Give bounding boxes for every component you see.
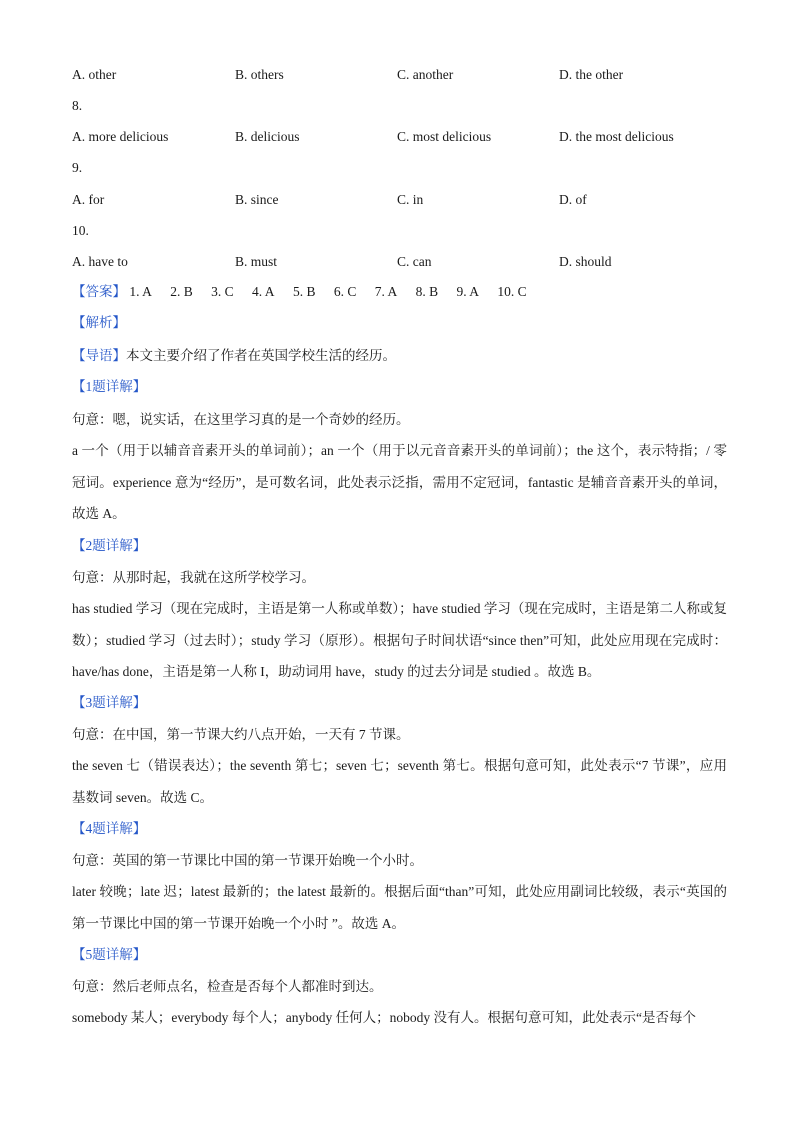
answer-item: 3. C (211, 284, 234, 299)
detail-explanation: somebody 某人；everybody 每个人；anybody 任何人；nobody 没有人。根据句意可知，此处表示“是否每个 (72, 1010, 696, 1025)
option-b: B. must (235, 254, 278, 269)
answer-item: 8. B (415, 284, 439, 299)
detail-meaning: 句意：从那时起，我就在这所学校学习。 (72, 570, 315, 585)
option-b: B. others (235, 67, 284, 82)
answer-item: 7. A (374, 284, 398, 299)
detail-explanation: a 一个（用于以辅音音素开头的单词前）；an 一个（用于以元音音素开头的单词前）；the 这个，表示特指；/ 零冠词。experience 意为“经历”，是可数名词，此处表示泛指，需用不定冠词，fantastic 是辅音音素开头的单词，故选 A。 (72, 443, 727, 521)
question-10-options (72, 252, 732, 272)
answer-tag: 【答案】 (72, 284, 126, 299)
question-number: 10. (72, 223, 89, 238)
detail-meaning: 句意：英国的第一节课比中国的第一节课开始晚一个小时。 (72, 853, 423, 868)
option-d: D. the other (559, 67, 624, 82)
answer-item: 1. A (129, 284, 152, 299)
question-number: 8. (72, 98, 83, 113)
question-7-options (72, 65, 732, 85)
guide-tag: 【导语】 (72, 348, 126, 363)
detail-meaning: 句意：然后老师点名，检查是否每个人都准时到达。 (72, 979, 383, 994)
option-b: B. since (235, 192, 279, 207)
option-a: A. have to (72, 254, 128, 269)
answer-item: 5. B (292, 284, 316, 299)
answer-item: 6. C (333, 284, 357, 299)
answer-item: 9. A (456, 284, 480, 299)
option-a: A. for (72, 192, 105, 207)
detail-heading: 【3题详解】 (72, 695, 147, 710)
guide-text: 本文主要介绍了作者在英国学校生活的经历。 (126, 348, 396, 363)
option-c: C. another (397, 67, 454, 82)
option-c: C. most delicious (397, 129, 492, 144)
detail-explanation: the seven 七（错误表达）；the seventh 第七；seven 七；seventh 第七。根据句意可知，此处表示“7 节课”，应用基数词 seven。故选 C。 (72, 758, 727, 805)
option-d: D. should (559, 254, 612, 269)
question-number: 9. (72, 160, 83, 175)
option-c: C. can (397, 254, 432, 269)
question-8-options (72, 127, 732, 147)
guide-line (72, 346, 396, 366)
option-b: B. delicious (235, 129, 300, 144)
option-d: D. of (559, 192, 587, 207)
option-d: D. the most delicious (559, 129, 674, 144)
answer-item: 4. A (252, 284, 275, 299)
detail-heading: 【5题详解】 (72, 947, 147, 962)
detail-explanation: later 较晚；late 迟；latest 最新的；the latest 最新的。根据后面“than”可知，此处应用副词比较级，表示“英国的第一节课比中国的第一节课开始晚一个小时 ”。故选 A。 (72, 884, 727, 931)
detail-heading: 【2题详解】 (72, 538, 147, 553)
option-a: A. more delicious (72, 129, 169, 144)
answer-item: 2. B (170, 284, 193, 299)
detail-heading: 【1题详解】 (72, 379, 147, 394)
answer-key (72, 282, 542, 302)
option-c: C. in (397, 192, 424, 207)
detail-meaning: 句意：在中国，第一节课大约八点开始，一天有 7 节课。 (72, 727, 410, 742)
option-a: A. other (72, 67, 117, 82)
question-9-options (72, 190, 732, 210)
detail-explanation: has studied 学习（现在完成时，主语是第一人称或单数）；have studied 学习（现在完成时，主语是第二人称或复数）；studied 学习（过去时）；study 学习（原形）。根据句子时间状语“since then”可知，此处应用现在完成时：have/has done，主语是第一人称 I，助动词用 have，study 的过去分词是 studied 。故选 B。 (72, 601, 727, 679)
answer-item: 10. C (497, 284, 527, 299)
analysis-tag: 【解析】 (72, 315, 126, 330)
detail-meaning: 句意：嗯，说实话，在这里学习真的是一个奇妙的经历。 (72, 412, 410, 427)
detail-heading: 【4题详解】 (72, 821, 147, 836)
